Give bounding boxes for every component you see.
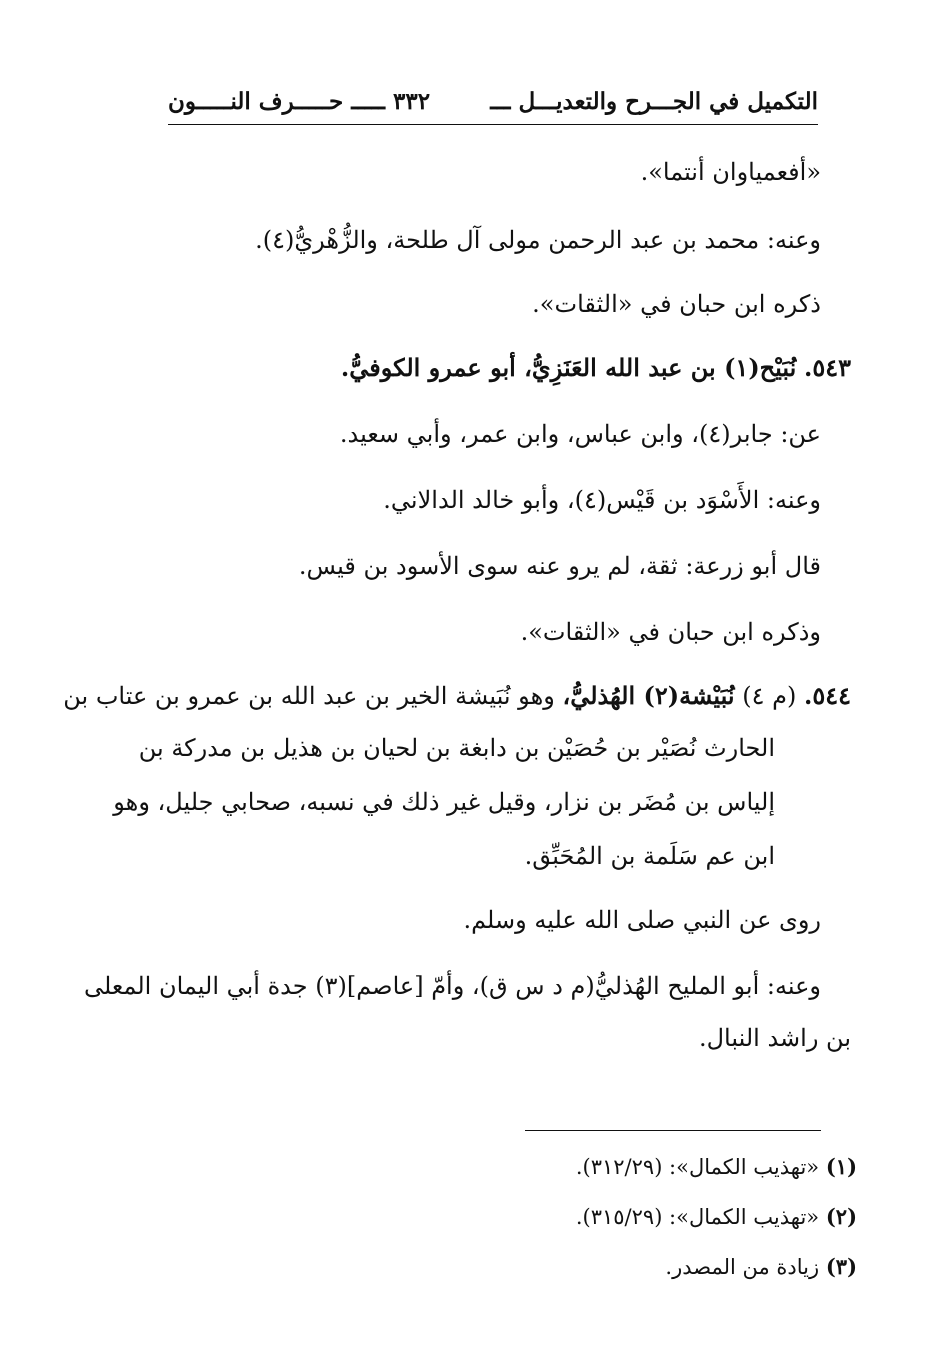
entry-number: ٥٤٤.	[803, 681, 851, 710]
footnote	[576, 1150, 857, 1184]
entry-text: وهو نُبَيشة الخير بن عبد الله بن عمرو بن عتاب بن	[63, 682, 555, 710]
text-line: وعنه: محمد بن عبد الرحمن مولى آل طلحة، والزُّهْريُّ(٤).	[255, 226, 821, 254]
text-line: عن: جابر(٤)، وابن عباس، وابن عمر، وأبي سعيد.	[339, 420, 821, 448]
footnote-number: (١)	[825, 1154, 857, 1179]
entry-symbols: (م ٤)	[742, 682, 797, 710]
text-line: روى عن النبي صلى الله عليه وسلم.	[463, 906, 821, 934]
text-line: إلياس بن مُضَر بن نزار، وقيل غير ذلك في نسبه، صحابي جليل، وهو	[113, 788, 775, 816]
text-line: الحارث نُصَيْر بن حُصَيْن بن دابغة بن لحيان بن هذيل بن مدركة بن	[138, 734, 775, 762]
text-line: وعنه: الأَسْوَد بن قَيْس(٤)، وأبو خالد الدالاني.	[383, 486, 821, 514]
entry-543-heading	[341, 348, 851, 388]
header-page-number: ٣٣٢	[393, 88, 431, 115]
footnote-separator	[525, 1130, 821, 1131]
footnote-number: (٢)	[825, 1204, 857, 1229]
footnote-number: (٣)	[825, 1254, 857, 1279]
text-line: قال أبو زرعة: ثقة، لم يرو عنه سوى الأسود بن قيس.	[298, 552, 821, 580]
footnote	[576, 1200, 857, 1234]
entry-name: نُبَيْشة(٢) الهُذليُّ،	[562, 681, 735, 710]
header-book-title: التكميل في الجـــرح والتعديـــل ـــ	[490, 88, 818, 115]
running-header	[168, 88, 818, 125]
footnote-text: زيادة من المصدر.	[665, 1255, 820, 1279]
text-line: ذكره ابن حبان في «الثقات».	[532, 290, 821, 318]
entry-number: ٥٤٣.	[803, 353, 851, 382]
text-line: «أفعمياوان أنتما».	[640, 158, 821, 186]
entry-name: نُبَيْح(١) بن عبد الله العَنَزِيُّ، أبو عمرو الكوفيُّ.	[340, 353, 797, 382]
text-line: وذكره ابن حبان في «الثقات».	[520, 618, 821, 646]
text-line: بن راشد النبال.	[698, 1024, 851, 1052]
text-line: وعنه: أبو المليح الهُذليُّ(م د س ق)، وأمّ [عاصم](٣) جدة أبي اليمان المعلى	[83, 972, 821, 1000]
footnote	[665, 1250, 857, 1284]
footnote-text: «تهذيب الكمال»: (٣١٥/٢٩).	[575, 1205, 820, 1229]
text-line: ابن عم سَلَمة بن المُحَبِّق.	[524, 842, 775, 870]
entry-544-heading	[63, 676, 851, 716]
header-section: ـــــ حـــــرف النـــــون	[168, 88, 385, 115]
footnote-text: «تهذيب الكمال»: (٣١٢/٢٩).	[575, 1155, 820, 1179]
